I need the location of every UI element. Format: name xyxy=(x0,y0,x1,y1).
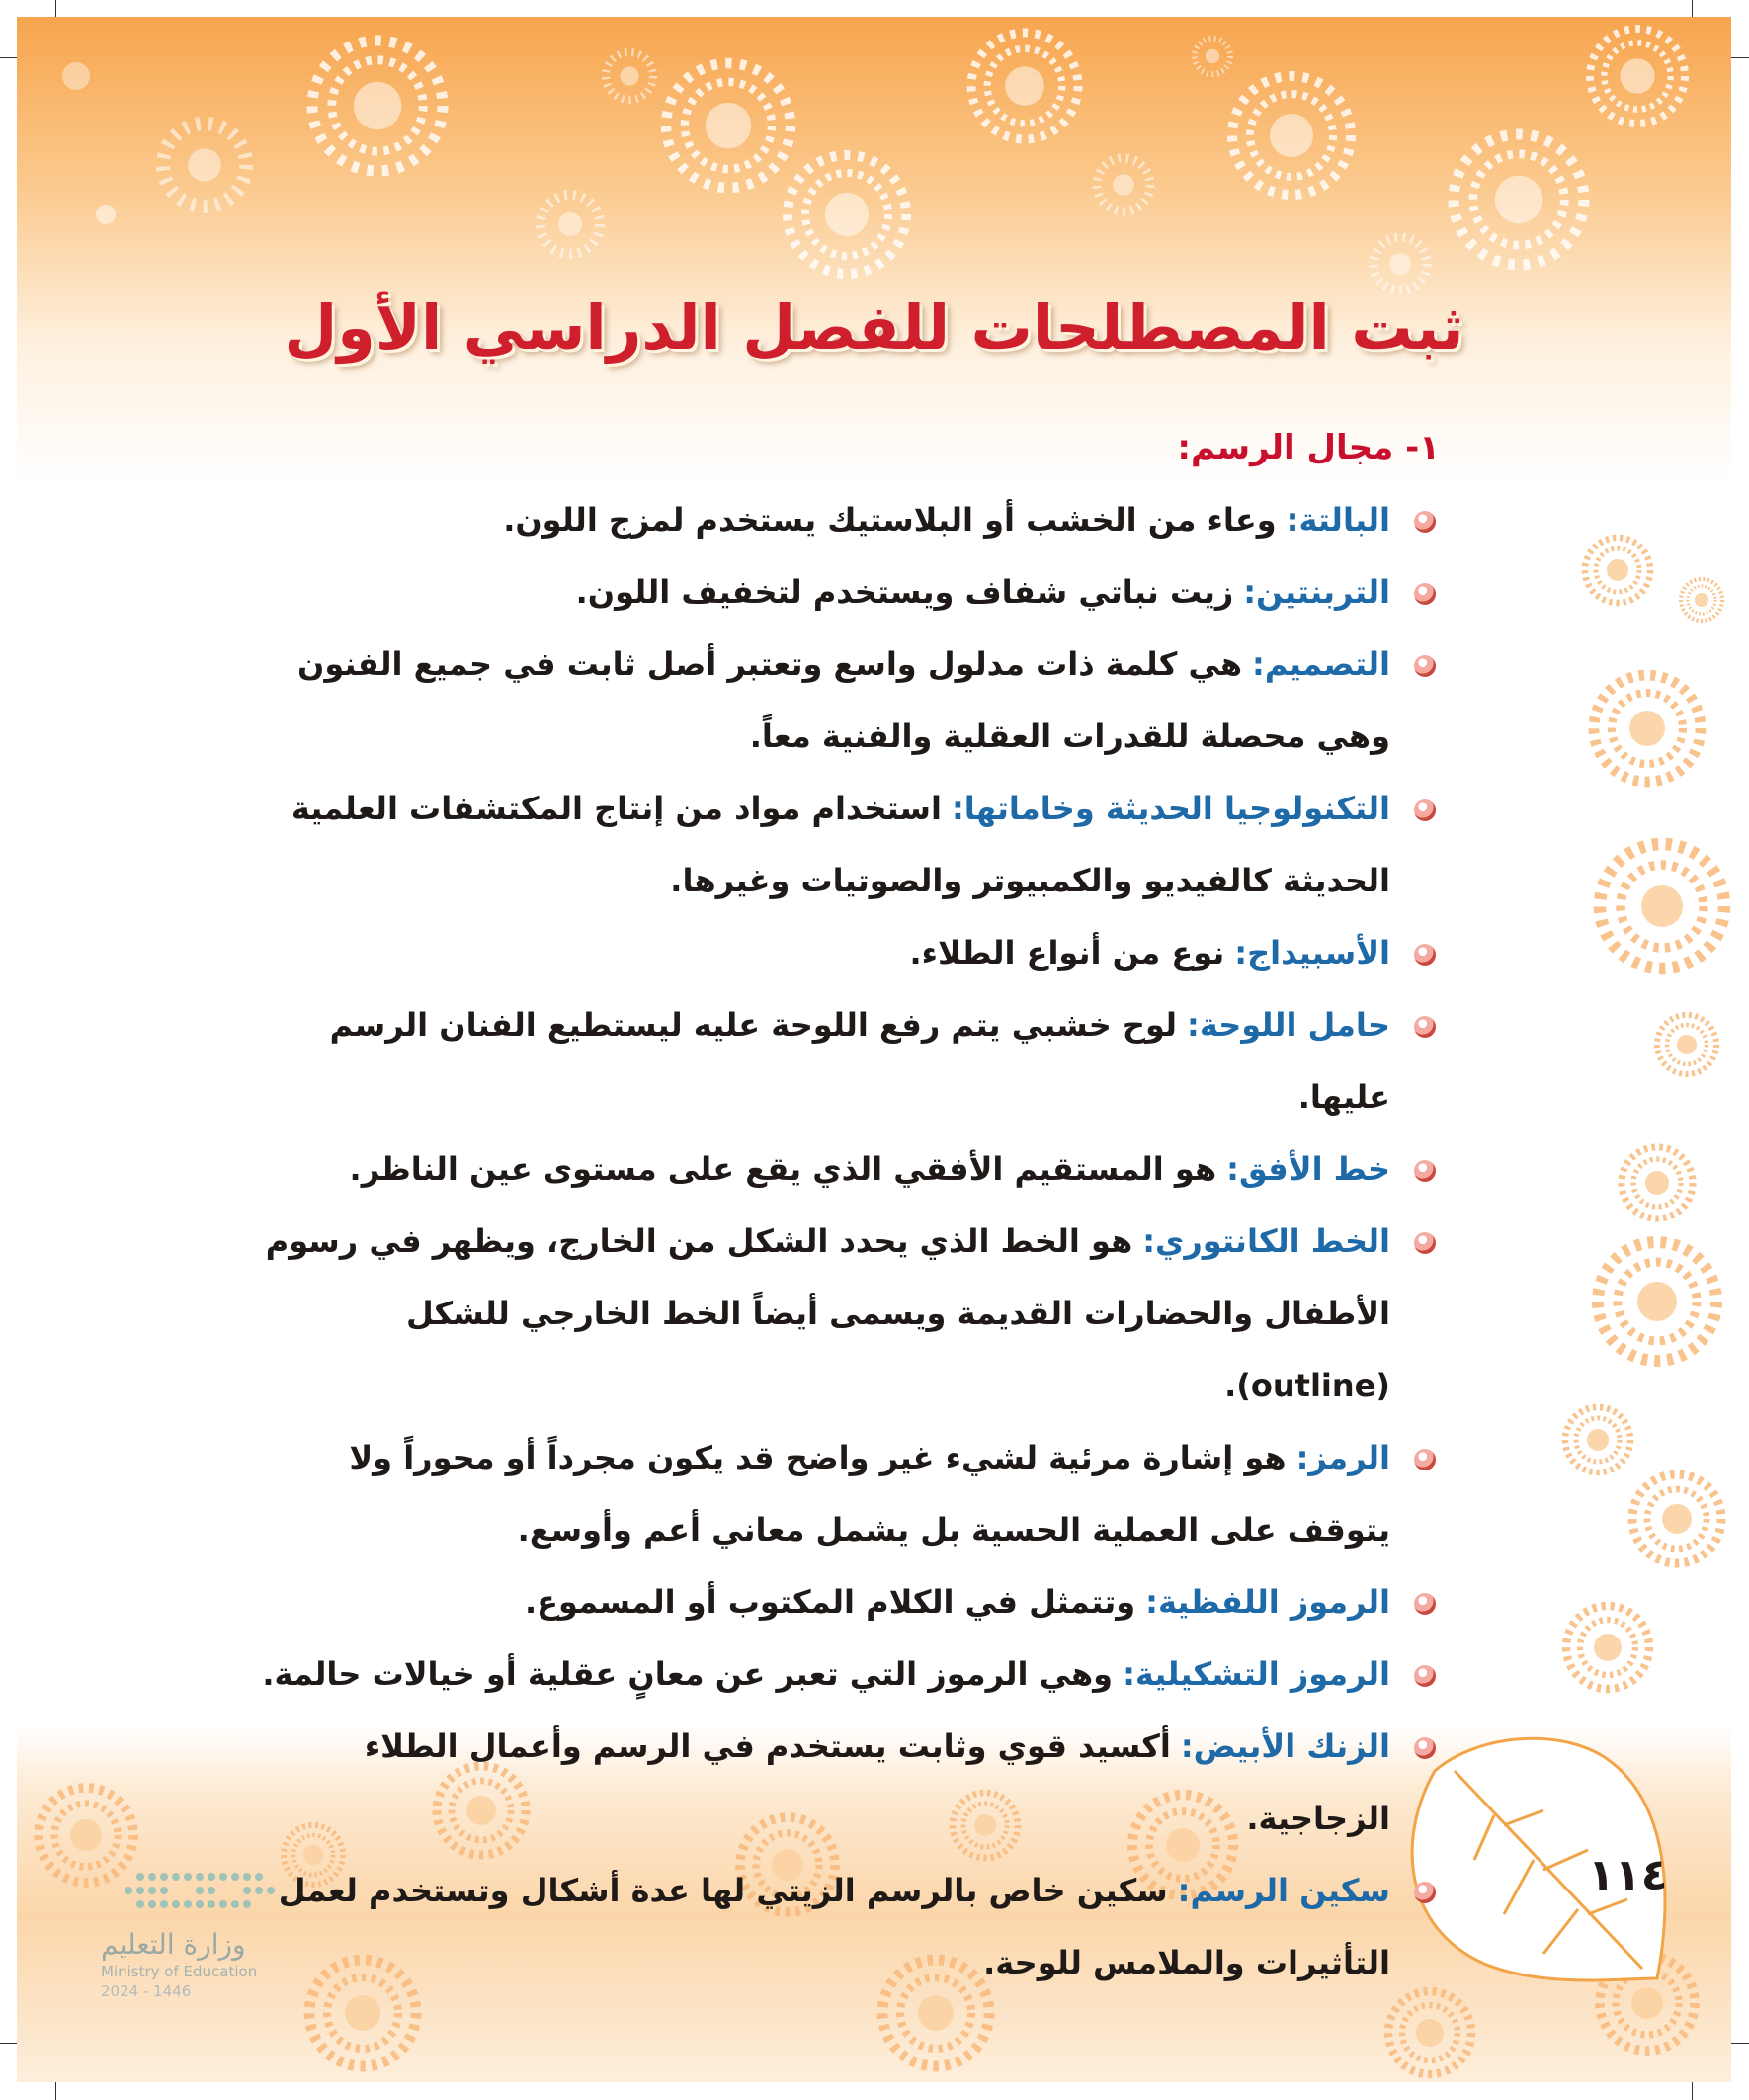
definition: هو إشارة مرئية لشيء غير واضح قد يكون مجرداً أو محوراً ولا يتوقف على العملية الحسية بل يشمل معاني أعم وأوسع. xyxy=(349,1439,1390,1549)
term-item xyxy=(244,989,1440,1134)
term-item xyxy=(244,484,1440,556)
term-separator: : xyxy=(951,790,964,827)
bullet-icon xyxy=(1414,511,1436,533)
term: الرموز التشكيلية xyxy=(1134,1655,1390,1693)
definition: وعاء من الخشب أو البلاستيك يستخدم لمزج اللون. xyxy=(503,501,1277,539)
definition: استخدام مواد من إنتاج المكتشفات العلمية الحديثة كالفيديو والكمبيوتر والصوتيات وغيرها. xyxy=(291,790,1390,899)
definition: وتتمثل في الكلام المكتوب أو المسموع. xyxy=(525,1583,1136,1621)
bullet-icon xyxy=(1414,1882,1436,1903)
definition: أكسيد قوي وثابت يستخدم في الرسم وأعمال الطلاء الزجاجية. xyxy=(364,1727,1390,1837)
term: البالتة xyxy=(1298,501,1390,539)
definition: نوع من أنواع الطلاء. xyxy=(909,934,1225,971)
bullet-icon xyxy=(1414,799,1436,821)
term: سكين الرسم xyxy=(1190,1872,1390,1909)
definition: هي كلمة ذات مدلول واسع وتعتبر أصل ثابت في جميع الفنون وهي محصلة للقدرات العقلية والفنية معاً. xyxy=(297,645,1390,755)
definition: هو الخط الذي يحدد الشكل من الخارج، ويظهر في رسوم الأطفال والحضارات القديمة ويسمى أيضاً الخط الخارجي للشكل (outline). xyxy=(265,1222,1390,1404)
term: الأسبيداج xyxy=(1247,934,1390,971)
term: الرموز اللفظية xyxy=(1157,1583,1390,1621)
term: التصميم xyxy=(1264,645,1390,683)
page-number: ١١٤ xyxy=(1588,1850,1668,1900)
term-item xyxy=(244,629,1440,773)
term-item xyxy=(244,1206,1440,1422)
term-separator: : xyxy=(1142,1222,1156,1260)
term-item xyxy=(244,1134,1440,1206)
term-item xyxy=(244,1422,1440,1566)
textbook-page xyxy=(17,17,1731,2082)
term-item xyxy=(244,1711,1440,1855)
definition: وهي الرموز التي تعبر عن معانٍ عقلية أو خيالات حالمة. xyxy=(262,1655,1114,1693)
section-heading: ١- مجال الرسم: xyxy=(1177,428,1440,467)
ministry-logo xyxy=(101,1865,318,2000)
bullet-icon xyxy=(1414,1160,1436,1182)
definition: سكين خاص بالرسم الزيتي لها عدة أشكال وتستخدم لعمل التأثيرات والملامس للوحة. xyxy=(278,1872,1390,1981)
term-separator: : xyxy=(1243,573,1257,611)
term-item xyxy=(244,1638,1440,1711)
term: الزنك الأبيض xyxy=(1193,1727,1390,1765)
term-item xyxy=(244,773,1440,917)
term-separator: : xyxy=(1295,1439,1309,1476)
term: الخط الكانتوري xyxy=(1155,1222,1390,1260)
term-separator: : xyxy=(1177,1872,1191,1909)
bullet-icon xyxy=(1414,944,1436,966)
term-separator: : xyxy=(1145,1583,1158,1621)
bullet-icon xyxy=(1414,1593,1436,1615)
term-item xyxy=(244,556,1440,629)
page-title: ثبت المصطلحات للفصل الدراسي الأول xyxy=(284,292,1464,364)
term-separator: : xyxy=(1180,1727,1194,1765)
term: حامل اللوحة xyxy=(1199,1006,1390,1044)
bullet-icon xyxy=(1414,1449,1436,1470)
definition: زيت نباتي شفاف ويستخدم لتخفيف اللون. xyxy=(575,573,1234,611)
term-separator: : xyxy=(1234,934,1248,971)
term-separator: : xyxy=(1252,645,1265,683)
bullet-icon xyxy=(1414,1665,1436,1687)
bullet-icon xyxy=(1414,1232,1436,1254)
term-separator: : xyxy=(1123,1655,1135,1693)
term-item xyxy=(244,1566,1440,1638)
bullet-icon xyxy=(1414,583,1436,605)
term-separator: : xyxy=(1286,501,1299,539)
term: خط الأفق xyxy=(1238,1150,1390,1188)
definition: هو المستقيم الأفقي الذي يقع على مستوى عين الناظر. xyxy=(349,1150,1217,1188)
definition: لوح خشبي يتم رفع اللوحة عليه ليستطيع الفنان الرسم عليها. xyxy=(329,1006,1390,1116)
term: الرمز xyxy=(1308,1439,1390,1476)
logo-arabic: وزارة التعليم xyxy=(101,1928,246,1961)
term-separator: : xyxy=(1187,1006,1200,1044)
logo-english: Ministry of Education xyxy=(101,1963,258,1980)
logo-year: 2024 - 1446 xyxy=(101,1982,192,2000)
term-item xyxy=(244,917,1440,989)
term: التكنولوجيا الحديثة وخاماتها xyxy=(963,790,1390,827)
term: التربنتين xyxy=(1256,573,1390,611)
bullet-icon xyxy=(1414,1016,1436,1038)
dots-logo-icon xyxy=(101,1865,289,1924)
bullet-icon xyxy=(1414,1737,1436,1759)
bullet-icon xyxy=(1414,655,1436,677)
term-item xyxy=(244,1855,1440,1999)
term-separator: : xyxy=(1226,1150,1239,1188)
terms-content xyxy=(244,412,1440,1999)
